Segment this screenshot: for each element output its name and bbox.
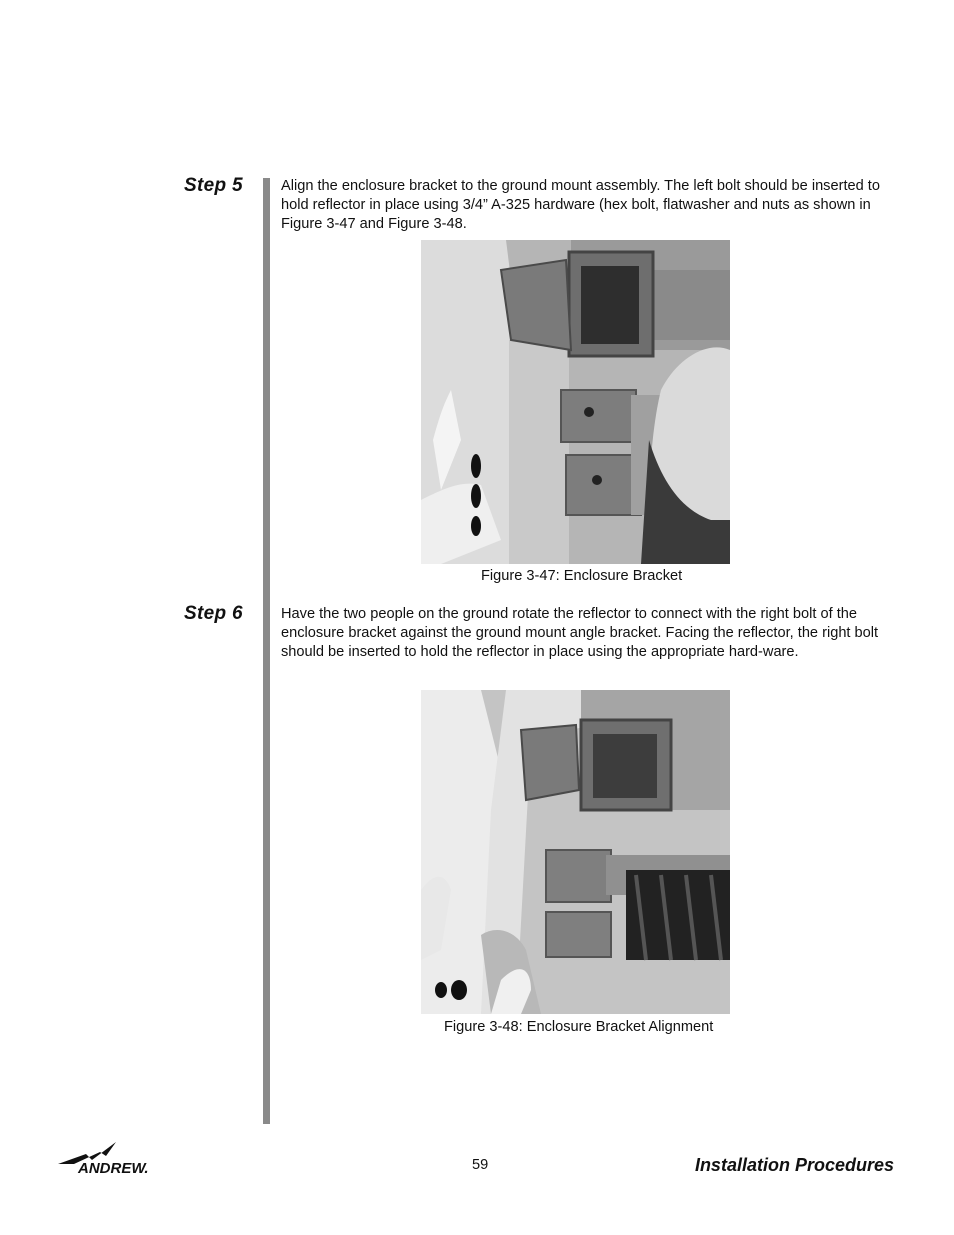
andrew-logo [56,1140,170,1176]
enclosure-bracket-alignment-photo [421,690,730,1014]
step-5-label: Step 5 [184,175,243,196]
step-6-label: Step 6 [184,603,243,624]
figure-3-47-photo [421,240,730,564]
step-5-text: Align the enclosure bracket to the ground mount assembly. The left bolt should be inserted to hold reflector in place using 3/4” A-325 hardware (hex bolt, flatwasher and nuts as shown in Figure 3-47 and Figure 3-48. [281,178,880,232]
margin-rule [263,178,270,1124]
section-title: Installation Procedures [694,1155,894,1175]
andrew-lightning-logo-icon [56,1140,170,1176]
figure-3-48-photo [421,690,730,1014]
page-number: 59 [472,1157,489,1173]
logo-text: ANDREW. [78,1160,149,1176]
figure-3-48-caption: Figure 3-48: Enclosure Bracket Alignment [444,1019,714,1035]
enclosure-bracket-photo [421,240,730,564]
step-6-text: Have the two people on the ground rotate the reflector to connect with the right bolt of the enclosure bracket against the ground mount angle bracket. Facing the reflector, the right bolt should be inserted to hold the reflector in place using the appropriate hard-ware. [281,606,879,660]
figure-3-47-caption: Figure 3-47: Enclosure Bracket [481,568,683,584]
